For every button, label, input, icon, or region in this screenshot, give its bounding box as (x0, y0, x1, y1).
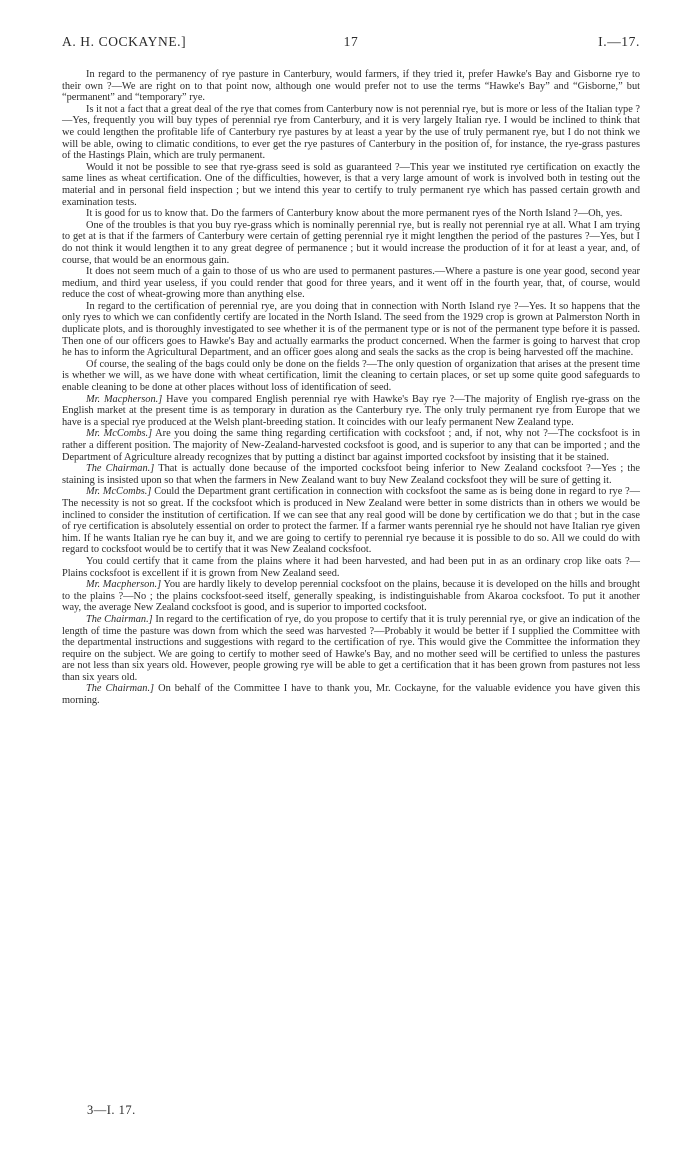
paragraph: Is it not a fact that a great deal of the rye that comes from Canterbury now is not perennial rye, but is more or less of the Italian type ?—Yes, frequently you will buy types of perennial rye from Canterbury, and it is very largely Italian rye. I would be inclined to think that we could lengthen the profitable life of Canterbury rye pastures by at least a year by the use of truly permanent rye, but I do not think we will be able, owing to climatic conditions, to ever get the rye pastures of Canterbury in the position of, for instance, the rye-grass pastures of the Hastings Plain, which are truly permanent. (62, 103, 640, 162)
speaker-name: Mr. Macpherson.] (86, 393, 163, 405)
paragraph: It is good for us to know that. Do the farmers of Canterbury know about the more permanent ryes of the North Island ?—Oh, yes. (86, 208, 623, 220)
paragraph: The Chairman.] In regard to the certification of rye, do you propose to certify that it is truly perennial rye, or give an indication of the length of time the pasture was down from which the seed was harvested ?—Probably it would be better if I supplied the Committee with the departmental instructions and suggestions with regard to the certification of rye. This would give the Committee the information they require on the subject. We are going to certify to mother seed of Hawke's Bay, and no mother seed will be certified to unless the pastures are not less than six years old. However, people growing rye will be able to get a certification that it has been grown from pastures not less than six years old. (62, 613, 640, 683)
paragraph: It does not seem much of a gain to those of us who are used to permanent pastures.—Where a pasture is one year good, second year medium, and third year useless, if you could render that good for three years, and it went off in the fourth year, that, of course, would reduce the cost of wheat-growing more than anything else. (62, 266, 640, 301)
speaker-name: The Chairman.] (86, 613, 153, 625)
paragraph: One of the troubles is that you buy rye-grass which is nominally perennial rye, but is really not perennial rye at all. What I am trying to get at is that if the farmers of Canterbury were certain of getting perennial rye it might lengthen the period of the pastures ?—Yes, but I do not think it would lengthen it to any great degree of permanence ; but it would increase the production of it for at least a year, and, of course, that would be an enormous gain. (62, 219, 640, 266)
paragraph: The Chairman.] On behalf of the Committee I have to thank you, Mr. Cockayne, for the valuable evidence you have given this morning. (62, 683, 640, 707)
paragraph: You could certify that it came from the plains where it had been harvested, and had been put in as an ordinary crop like oats ?—Plains cocksfoot is excellent if it is grown from New Zealand seed. (62, 555, 640, 579)
paragraph: Mr. McCombs.] Are you doing the same thing regarding certification with cocksfoot ; and, if not, why not ?—The cocksfoot is in rather a different position. The majority of New-Zealand-harvested cocksfoot is good, and is superior to any that can be imported ; and the Department of Agriculture already recognizes that by putting a distinct bar against imported cocksfoot by insisting that it be stained. (62, 428, 640, 463)
speaker-name: Mr. Macpherson.] (86, 579, 162, 591)
running-header (62, 34, 640, 54)
paragraph: Mr. Macpherson.] You are hardly likely to develop perennial cocksfoot on the plains, because it is developed on the hills and brought to the plains ?—No ; the plains cocksfoot-seed itself, generally speaking, is indistinguishable from Akaroa cocksfoot. To put it another way, the average New Zealand cocksfoot is good, and is superior to imported cocksfoot. (62, 579, 640, 614)
header-paper-reference: I.—17. (598, 34, 640, 49)
paragraph: In regard to the permanency of rye pasture in Canterbury, would farmers, if they tried it, prefer Hawke's Bay and Gisborne rye to their own ?—We are right on to that point now, although one would prefer not to use the terms “Hawke's Bay” and “Gisborne,” but “permanent” and “temporary” rye. (62, 69, 640, 104)
header-page-number: 17 (343, 34, 359, 49)
header-witness-name: A. H. COCKAYNE.] (62, 34, 187, 49)
paragraph: Mr. Macpherson.] Have you compared English perennial rye with Hawke's Bay rye ?—The majority of English rye-grass on the English market at the present time is as temporary in duration as the Canterbury rye. The only truly permanent rye from Europe that we have is a special rye produced at the Welsh plant-breeding station. It coincides with our leafy permanent New Zealand type. (62, 393, 640, 428)
speaker-name: Mr. McCombs.] (86, 486, 152, 498)
paragraph: Of course, the sealing of the bags could only be done on the fields ?—The only question of organization that arises at the present time is whether we will, as we have done with wheat certification, limit the cleaning to certain places, or set up some quite good safeguards to enable cleaning to be done at other places without loss of identification of seed. (62, 358, 640, 394)
paragraph: Mr. McCombs.] Could the Department grant certification in connection with cocksfoot the same as is being done in regard to rye ?—The necessity is not so great. If the cocksfoot which is produced in New Zealand were better in some districts than in others we would be inclined to consider the institution of certification. If we can see that any real good will be done by certification we do that ; but in the case of rye certification is absolutely essential on order to protect the farmer. If a farmer wants perennial rye he should not have Italian rye given him. If he wants Italian rye he can buy it, and we are going to certify to perennial rye because it is possible to do so. All we could do with regard to cocksfoot would be to certify that it was New Zealand cocksfoot. (62, 486, 641, 556)
document-body (62, 69, 640, 707)
signature-mark: 3—I. 17. (87, 1103, 136, 1117)
speaker-name: Mr. McCombs.] (86, 428, 153, 440)
speaker-name: The Chairman.] (86, 463, 155, 475)
paragraph: The Chairman.] That is actually done because of the imported cocksfoot being inferior to New Zealand cocksfoot ?—Yes ; the staining is insisted upon so that when the farmers in New Zealand want to buy New Zealand cocksfoot they will be sure of getting it. (62, 463, 641, 486)
speaker-name: The Chairman.] (86, 683, 155, 695)
paragraph: Would it not be possible to see that rye-grass seed is sold as guaranteed ?—This year we instituted rye certification on exactly the same lines as wheat certification. One of the difficulties, however, is that a very large amount of work is involved both in testing out the material and in personal field inspection ; but we intend this year to certify to truly permanent rye which has passed certain growth and examination tests. (62, 161, 640, 208)
paragraph: In regard to the certification of perennial rye, are you doing that in connection with North Island rye ?—Yes. It so happens that the only ryes to which we can confidently certify are located in the North Island. The seed from the 1929 crop is grown at Palmerston North in duplicate plots, and is thoroughly investigated to see whether it is of the permanent type or is not of the permanent type before it is passed. Then one of our officers goes to Hawke's Bay and actually earmarks the product concerned. When the farmer is going to harvest that crop he has to inform the Agricultural Department, and an officer goes along and seals the sacks as the crop is being harvested off the machine. (62, 300, 640, 359)
